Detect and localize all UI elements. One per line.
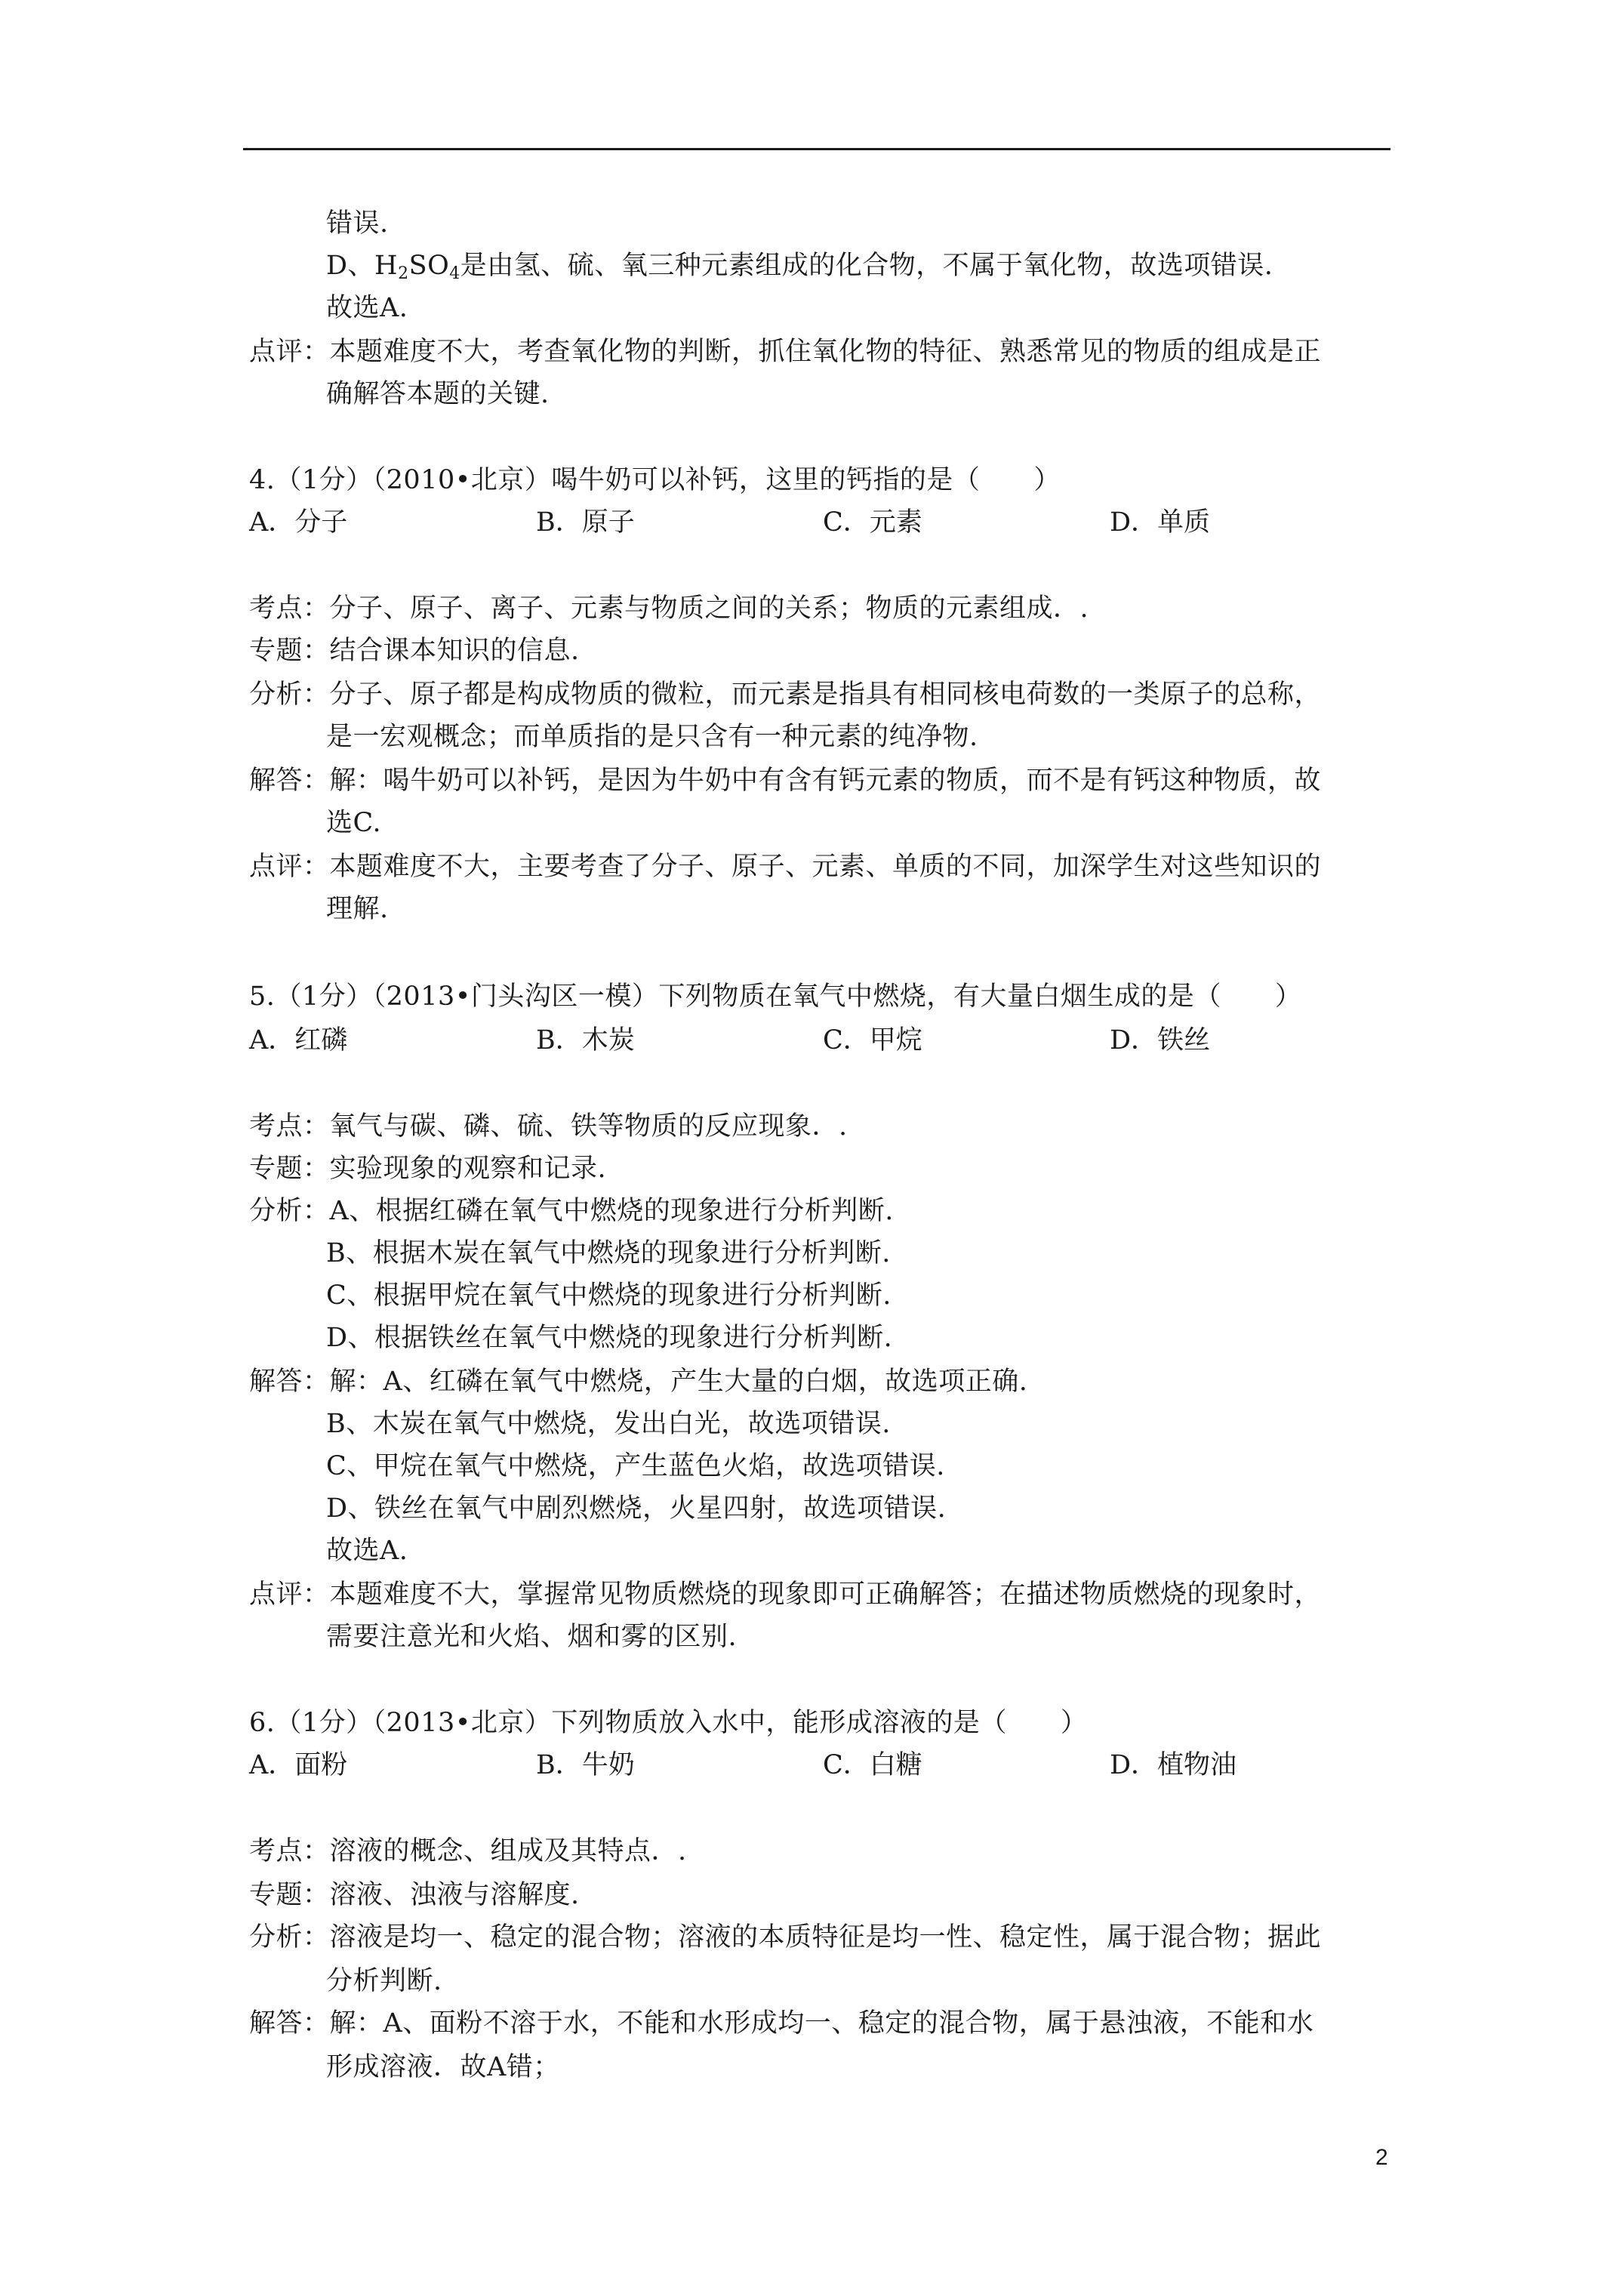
- knowledge-point: 考点：氧气与碳、磷、硫、铁等物质的反应现象．.: [249, 1111, 848, 1142]
- topic: 专题：溶液、浊液与溶解度.: [249, 1880, 580, 1910]
- text-line: 错误.: [326, 208, 389, 239]
- option-b: B．木炭: [536, 1025, 635, 1056]
- option-b: B．原子: [536, 507, 635, 538]
- comment-line: 理解.: [326, 894, 389, 924]
- comment-line: 点评：本题难度不大，掌握常见物质燃烧的现象即可正确解答；在描述物质燃烧的现象时，: [249, 1579, 1322, 1610]
- comment-line: 点评：本题难度不大，主要考查了分子、原子、元素、单质的不同，加深学生对这些知识的: [249, 852, 1322, 882]
- question-stem: 6.（1分）（2013•北京）下列物质放入水中，能形成溶液的是（ ）: [249, 1708, 1088, 1738]
- comment-line: 点评：本题难度不大，考查氧化物的判断，抓住氧化物的特征、熟悉常见的物质的组成是正: [249, 337, 1322, 367]
- analysis-line: D、根据铁丝在氧气中燃烧的现象进行分析判断.: [326, 1323, 893, 1353]
- header-rule: [243, 148, 1390, 150]
- option-a: A．面粉: [249, 1750, 348, 1780]
- answer-line: 解答：解：喝牛奶可以补钙，是因为牛奶中有含有钙元素的物质，而不是有钙这种物质，故: [249, 766, 1322, 796]
- text-line: 故选A.: [326, 293, 408, 323]
- option-d: D．单质: [1110, 507, 1211, 538]
- analysis-line: 分析：A、根据红磷在氧气中燃烧的现象进行分析判断.: [249, 1196, 894, 1226]
- analysis-line: 分析：分子、原子都是构成物质的微粒，而元素是指具有相同核电荷数的一类原子的总称，: [249, 680, 1322, 710]
- answer-line: 解答：解：A、红磷在氧气中燃烧，产生大量的白烟，故选项正确.: [249, 1367, 1028, 1397]
- option-c: C．甲烷: [823, 1025, 922, 1056]
- option-b: B．牛奶: [536, 1750, 635, 1780]
- option-d: D．铁丝: [1110, 1025, 1211, 1056]
- answer-line: 解答：解：A、面粉不溶于水，不能和水形成均一、稳定的混合物，属于悬浊液，不能和水: [249, 2008, 1314, 2039]
- answer-line: 选C.: [326, 808, 382, 838]
- question-stem: 5.（1分）（2013•门头沟区一模）下列物质在氧气中燃烧，有大量白烟生成的是（ ）: [249, 982, 1302, 1012]
- analysis-line: B、根据木炭在氧气中燃烧的现象进行分析判断.: [326, 1238, 891, 1268]
- comment-line: 确解答本题的关键.: [326, 379, 550, 409]
- option-a: A．分子: [249, 507, 348, 538]
- question-stem: 4.（1分）（2010•北京）喝牛奶可以补钙，这里的钙指的是（ ）: [249, 465, 1061, 495]
- topic: 专题：实验现象的观察和记录.: [249, 1154, 607, 1184]
- analysis-line: 分析判断.: [326, 1966, 442, 1996]
- page-number: 2: [1375, 2145, 1388, 2170]
- answer-line: 形成溶液．故A错；: [326, 2052, 560, 2082]
- option-d: D．植物油: [1110, 1750, 1237, 1780]
- answer-line: 故选A.: [326, 1536, 408, 1566]
- analysis-line: C、根据甲烷在氧气中燃烧的现象进行分析判断.: [326, 1281, 892, 1311]
- knowledge-point: 考点：溶液的概念、组成及其特点．.: [249, 1836, 687, 1866]
- answer-line: B、木炭在氧气中燃烧，发出白光，故选项错误.: [326, 1409, 891, 1439]
- option-c: C．元素: [823, 507, 922, 538]
- option-a: A．红磷: [249, 1025, 348, 1056]
- answer-line: D、铁丝在氧气中剧烈燃烧，火星四射，故选项错误.: [326, 1493, 947, 1524]
- option-c: C．白糖: [823, 1750, 922, 1780]
- comment-line: 需要注意光和火焰、烟和雾的区别.: [326, 1622, 738, 1652]
- answer-line: C、甲烷在氧气中燃烧，产生蓝色火焰，故选项错误.: [326, 1451, 945, 1481]
- formula-line: D、$H_2SO_4$是由氢、硫、氧三种元素组成的化合物，不属于氧化物，故选项错误.: [326, 251, 1273, 283]
- knowledge-point: 考点：分子、原子、离子、元素与物质之间的关系；物质的元素组成．.: [249, 593, 1089, 624]
- analysis-line: 是一宏观概念；而单质指的是只含有一种元素的纯净物.: [326, 722, 978, 752]
- topic: 专题：结合课本知识的信息.: [249, 636, 580, 666]
- analysis-line: 分析：溶液是均一、稳定的混合物；溶液的本质特征是均一性、稳定性，属于混合物；据此: [249, 1922, 1322, 1952]
